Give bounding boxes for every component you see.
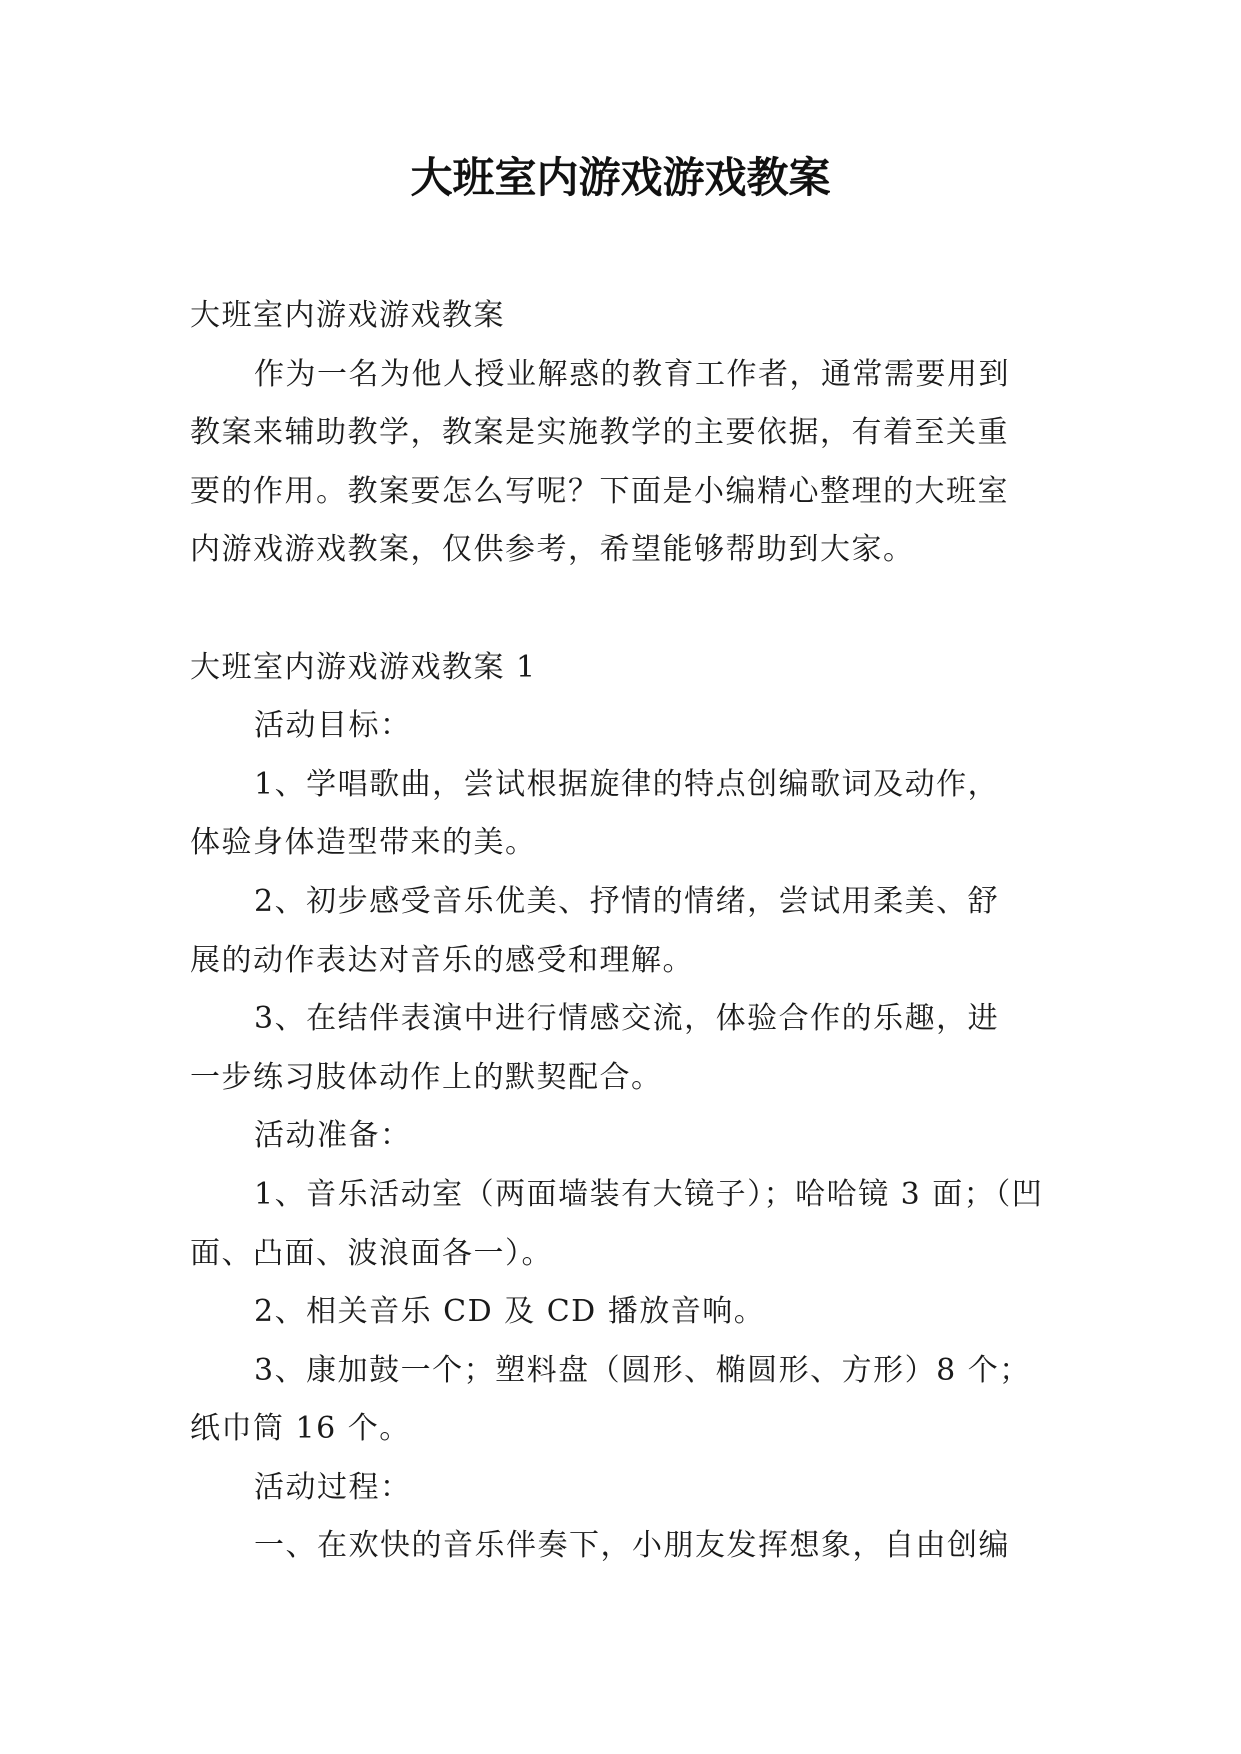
- paragraph-line: 1、学唱歌曲，尝试根据旋律的特点创编歌词及动作，: [254, 766, 1000, 802]
- paragraph-line: 一、在欢快的音乐伴奏下，小朋友发挥想象，自由创编: [254, 1528, 1010, 1564]
- paragraph-line: 2、相关音乐 CD 及 CD 播放音响。: [254, 1294, 766, 1330]
- paragraph-line: 1、音乐活动室（两面墙装有大镜子）；哈哈镜 3 面；（凹: [254, 1176, 1044, 1212]
- paragraph-line: 内游戏游戏教案，仅供参考，希望能够帮助到大家。: [190, 532, 915, 568]
- paragraph-line: 3、在结伴表演中进行情感交流，体验合作的乐趣，进: [254, 1001, 1000, 1037]
- paragraph-line: 活动过程：: [254, 1469, 412, 1505]
- paragraph-line: 面、凸面、波浪面各一）。: [190, 1235, 553, 1271]
- paragraph-line: 活动准备：: [254, 1118, 412, 1154]
- paragraph-line: 纸巾筒 16 个。: [190, 1411, 411, 1447]
- paragraph-line: 作为一名为他人授业解惑的教育工作者，通常需要用到: [254, 356, 1010, 392]
- paragraph-line: 大班室内游戏游戏教案: [190, 298, 505, 333]
- section-heading: 大班室内游戏游戏教案 1: [190, 649, 537, 685]
- document-title: 大班室内游戏游戏教案: [410, 153, 831, 202]
- paragraph-line: 要的作用。教案要怎么写呢？下面是小编精心整理的大班室: [190, 473, 1009, 509]
- paragraph-line: 一步练习肢体动作上的默契配合。: [190, 1059, 663, 1095]
- paragraph-line: 教案来辅助教学，教案是实施教学的主要依据，有着至关重: [190, 415, 1009, 451]
- paragraph-line: 体验身体造型带来的美。: [190, 825, 537, 861]
- paragraph-line: 活动目标：: [254, 708, 412, 744]
- blank-line: [190, 580, 1050, 639]
- paragraph-line: 3、康加鼓一个；塑料盘（圆形、椭圆形、方形）8 个；: [254, 1352, 1031, 1388]
- document-body: [190, 287, 1050, 1576]
- paragraph-line: 展的动作表达对音乐的感受和理解。: [190, 942, 694, 978]
- paragraph-line: 2、初步感受音乐优美、抒情的情绪，尝试用柔美、舒: [254, 883, 1000, 919]
